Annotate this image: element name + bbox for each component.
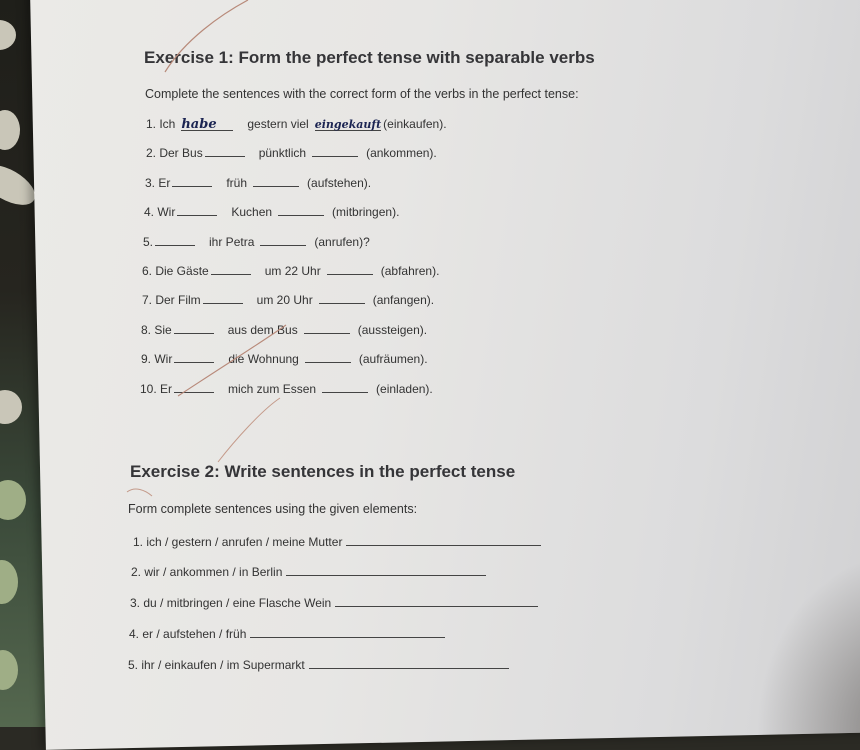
item-middle-text: pünktlich [258,146,307,161]
answer-blank-1[interactable] [155,235,195,246]
exercise1-item [144,205,399,219]
exercise2-item [129,627,445,641]
item-number: 9. Wir [141,352,173,367]
answer-blank-2[interactable] [312,146,358,157]
answer-blank-1[interactable] [174,323,214,334]
exercise1-item [146,117,447,131]
answer-blank-2[interactable] [260,235,306,246]
answer-blank-1[interactable] [172,176,212,187]
answer-blank-1[interactable] [211,264,251,275]
exercise1-item [145,176,371,190]
answer-blank-2[interactable] [319,293,365,304]
item-number: 10. Er [140,381,173,396]
exercise1-item [146,146,437,160]
exercise1-item [141,323,427,337]
answer-blank-1[interactable]: habe [181,119,233,131]
answer-blank-1[interactable] [174,352,214,363]
exercise1-item [141,352,428,366]
answer-blank-2[interactable] [327,264,373,275]
exercise2-item [131,565,486,579]
exercise1-item [140,382,433,396]
exercise1-item [142,264,439,278]
answer-blank-2[interactable] [278,205,324,216]
exercise2-item [130,596,538,610]
exercise2-item [133,535,541,549]
answer-blank-1[interactable] [174,382,214,393]
item-number: 3. Er [145,175,171,190]
answer-blank-2[interactable] [305,352,351,363]
answer-blank-2[interactable] [253,176,299,187]
item-verb: (ankommen). [366,146,437,161]
exercise1-item [143,235,370,249]
answer-line[interactable] [286,565,486,576]
item-verb: (aussteigen). [357,322,428,337]
answer-blank-2[interactable]: eingekauft [314,118,382,131]
answer-line[interactable] [250,627,445,638]
item-prompt: 3. du / mitbringen / eine Flasche Wein [130,596,332,610]
item-verb: (abfahren). [380,264,440,278]
answer-blank-1[interactable] [177,205,217,216]
item-middle-text: ihr Petra [209,234,255,249]
item-number: 4. Wir [144,205,176,220]
item-verb: (einkaufen). [383,117,447,131]
item-number: 1. Ich [146,117,176,131]
answer-blank-2[interactable] [322,382,368,393]
item-number: 7. Der Film [142,293,201,308]
item-number: 5. [143,234,154,249]
item-middle-text: Kuchen [231,205,273,220]
item-number: 2. Der Bus [146,146,203,161]
exercise2-instruction: Form complete sentences using the given elements: [128,502,418,516]
item-verb: (aufräumen). [358,352,428,367]
item-prompt: 2. wir / ankommen / in Berlin [131,565,283,579]
item-middle-text: aus dem Bus [227,322,298,337]
item-prompt: 4. er / aufstehen / früh [129,627,247,641]
item-verb: (einladen). [376,381,433,396]
answer-line[interactable] [346,535,541,546]
item-number: 8. Sie [141,322,172,337]
item-middle-text: die Wohnung [228,352,299,367]
item-verb: (anfangen). [372,293,435,308]
item-verb: (anrufen)? [314,234,370,249]
item-prompt: 5. ihr / einkaufen / im Supermarkt [128,658,305,672]
exercise1-instruction: Complete the sentences with the correct form of the verbs in the perfect tense: [145,87,579,101]
item-prompt: 1. ich / gestern / anrufen / meine Mutter [133,535,343,549]
item-verb: (aufstehen). [307,175,372,190]
exercise1-item [142,293,434,307]
item-middle-text: mich zum Essen [228,381,317,396]
answer-blank-1[interactable] [203,293,243,304]
answer-blank-1[interactable] [205,146,245,157]
exercise1-title: Exercise 1: Form the perfect tense with separable verbs [144,48,595,67]
answer-line[interactable] [309,658,509,669]
answer-blank-2[interactable] [304,323,350,334]
item-middle-text: früh [226,175,248,190]
item-number: 6. Die Gäste [142,264,209,278]
answer-line[interactable] [335,596,538,607]
item-middle-text: gestern viel [247,117,309,131]
item-verb: (mitbringen). [332,205,400,220]
item-middle-text: um 20 Uhr [256,293,313,308]
exercise2-title: Exercise 2: Write sentences in the perfect tense [130,462,516,481]
item-middle-text: um 22 Uhr [264,264,321,278]
exercise2-item [128,658,509,672]
